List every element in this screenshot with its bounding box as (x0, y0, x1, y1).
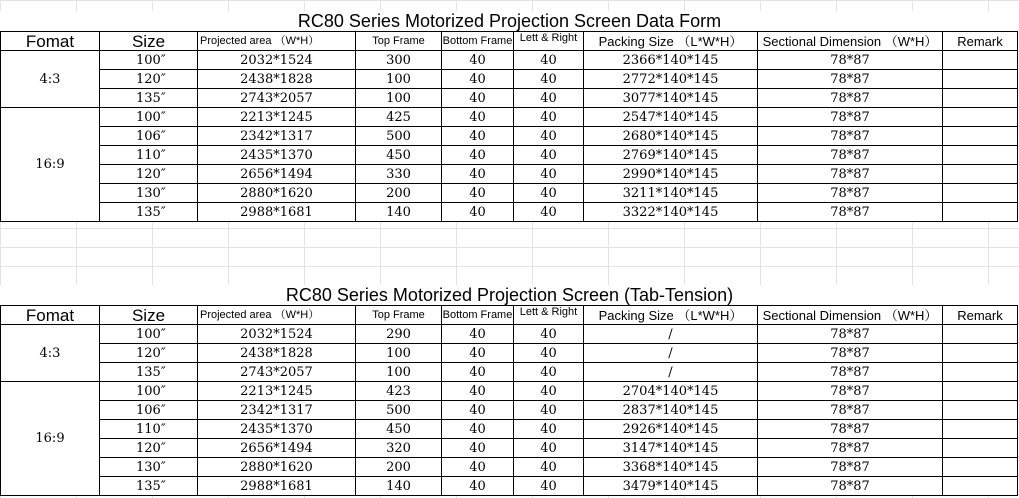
projected-area-cell: 2438*1828 (198, 344, 356, 363)
table-row (1, 184, 1018, 203)
packing-size-cell: 2366*140*145 (584, 51, 758, 70)
table-row (1, 51, 1018, 70)
col-header-left-right: Lett & Right (514, 306, 584, 325)
table-row (1, 165, 1018, 184)
col-header-size: Size (100, 32, 198, 51)
size-cell: 130″ (100, 184, 198, 203)
projected-area-cell: 2988*1681 (198, 203, 356, 222)
packing-size-cell: 2772*140*145 (584, 70, 758, 89)
format-cell: 16:9 (1, 382, 100, 496)
projected-area-cell: 2880*1620 (198, 184, 356, 203)
col-header-bottom-frame: Bottom Frame (442, 32, 514, 51)
table-row (1, 401, 1018, 420)
top-frame-cell: 290 (356, 325, 442, 344)
top-frame-cell: 500 (356, 401, 442, 420)
header-row (1, 306, 1018, 325)
left-right-cell: 40 (514, 363, 584, 382)
table-row (1, 203, 1018, 222)
left-right-cell: 40 (514, 89, 584, 108)
packing-size-cell: 2547*140*145 (584, 108, 758, 127)
top-frame-cell: 100 (356, 89, 442, 108)
left-right-cell: 40 (514, 458, 584, 477)
size-cell: 106″ (100, 401, 198, 420)
left-right-cell: 40 (514, 382, 584, 401)
top-frame-cell: 300 (356, 51, 442, 70)
projected-area-cell: 2880*1620 (198, 458, 356, 477)
left-right-cell: 40 (514, 51, 584, 70)
sectional-dimension-cell: 78*87 (758, 477, 943, 496)
size-cell: 106″ (100, 127, 198, 146)
packing-size-cell: 2990*140*145 (584, 165, 758, 184)
top-frame-cell: 330 (356, 165, 442, 184)
top-frame-cell: 450 (356, 420, 442, 439)
bottom-frame-cell: 40 (442, 146, 514, 165)
size-cell: 100″ (100, 325, 198, 344)
bottom-frame-cell: 40 (442, 344, 514, 363)
size-cell: 100″ (100, 382, 198, 401)
sectional-dimension-cell: 78*87 (758, 363, 943, 382)
left-right-cell: 40 (514, 439, 584, 458)
table-row (1, 127, 1018, 146)
size-cell: 135″ (100, 89, 198, 108)
size-cell: 135″ (100, 203, 198, 222)
sectional-dimension-cell: 78*87 (758, 344, 943, 363)
sectional-dimension-cell: 78*87 (758, 401, 943, 420)
packing-size-cell: 3077*140*145 (584, 89, 758, 108)
size-cell: 110″ (100, 146, 198, 165)
projected-area-cell: 2656*1494 (198, 165, 356, 184)
col-header-top-frame: Top Frame (356, 306, 442, 325)
packing-size-cell: 3147*140*145 (584, 439, 758, 458)
format-cell: 16:9 (1, 108, 100, 222)
remark-cell (943, 146, 1018, 165)
col-header-remark: Remark (943, 306, 1018, 325)
packing-size-cell: 2769*140*145 (584, 146, 758, 165)
table-row (1, 363, 1018, 382)
bottom-frame-cell: 40 (442, 420, 514, 439)
remark-cell (943, 401, 1018, 420)
projected-area-cell: 2213*1245 (198, 108, 356, 127)
packing-size-cell: 3368*140*145 (584, 458, 758, 477)
size-cell: 100″ (100, 51, 198, 70)
packing-size-cell: 3211*140*145 (584, 184, 758, 203)
sectional-dimension-cell: 78*87 (758, 108, 943, 127)
left-right-cell: 40 (514, 420, 584, 439)
remark-cell (943, 363, 1018, 382)
top-frame-cell: 140 (356, 477, 442, 496)
sectional-dimension-cell: 78*87 (758, 70, 943, 89)
top-frame-cell: 423 (356, 382, 442, 401)
format-cell: 4:3 (1, 325, 100, 382)
size-cell: 110″ (100, 420, 198, 439)
remark-cell (943, 70, 1018, 89)
projected-area-cell: 2743*2057 (198, 89, 356, 108)
top-frame-cell: 140 (356, 203, 442, 222)
size-cell: 120″ (100, 165, 198, 184)
left-right-cell: 40 (514, 108, 584, 127)
top-frame-cell: 100 (356, 344, 442, 363)
bottom-frame-cell: 40 (442, 51, 514, 70)
sectional-dimension-cell: 78*87 (758, 325, 943, 344)
bottom-frame-cell: 40 (442, 382, 514, 401)
size-cell: 135″ (100, 363, 198, 382)
remark-cell (943, 420, 1018, 439)
projected-area-cell: 2435*1370 (198, 420, 356, 439)
table-2-body (1, 306, 1018, 496)
table-1-body (1, 32, 1018, 222)
size-cell: 120″ (100, 439, 198, 458)
bottom-frame-cell: 40 (442, 127, 514, 146)
sectional-dimension-cell: 78*87 (758, 382, 943, 401)
packing-size-cell: / (584, 325, 758, 344)
sectional-dimension-cell: 78*87 (758, 184, 943, 203)
packing-size-cell: 2926*140*145 (584, 420, 758, 439)
top-frame-cell: 100 (356, 70, 442, 89)
col-header-format: Fomat (1, 306, 100, 325)
left-right-cell: 40 (514, 165, 584, 184)
col-header-format: Fomat (1, 32, 100, 51)
remark-cell (943, 477, 1018, 496)
bottom-frame-cell: 40 (442, 165, 514, 184)
size-cell: 135″ (100, 477, 198, 496)
table-row (1, 458, 1018, 477)
projected-area-cell: 2438*1828 (198, 70, 356, 89)
bottom-frame-cell: 40 (442, 363, 514, 382)
sectional-dimension-cell: 78*87 (758, 51, 943, 70)
remark-cell (943, 165, 1018, 184)
packing-size-cell: 2837*140*145 (584, 401, 758, 420)
sectional-dimension-cell: 78*87 (758, 165, 943, 184)
bottom-frame-cell: 40 (442, 108, 514, 127)
col-header-projected-area: Projected area （W*H） (198, 306, 356, 325)
packing-size-cell: / (584, 344, 758, 363)
sectional-dimension-cell: 78*87 (758, 203, 943, 222)
left-right-cell: 40 (514, 184, 584, 203)
table-2-title: RC80 Series Motorized Projection Screen (Tab-Tension) (0, 285, 1019, 305)
table-row (1, 382, 1018, 401)
remark-cell (943, 127, 1018, 146)
projected-area-cell: 2032*1524 (198, 51, 356, 70)
bottom-frame-cell: 40 (442, 401, 514, 420)
left-right-cell: 40 (514, 70, 584, 89)
table-row (1, 108, 1018, 127)
packing-size-cell: 2704*140*145 (584, 382, 758, 401)
projected-area-cell: 2032*1524 (198, 325, 356, 344)
remark-cell (943, 382, 1018, 401)
sectional-dimension-cell: 78*87 (758, 127, 943, 146)
format-cell: 4:3 (1, 51, 100, 108)
remark-cell (943, 203, 1018, 222)
table-row (1, 477, 1018, 496)
col-header-packing-size: Packing Size （L*W*H） (584, 32, 758, 51)
packing-size-cell: 2680*140*145 (584, 127, 758, 146)
top-frame-cell: 425 (356, 108, 442, 127)
projected-area-cell: 2988*1681 (198, 477, 356, 496)
left-right-cell: 40 (514, 146, 584, 165)
top-frame-cell: 450 (356, 146, 442, 165)
col-header-sectional-dimension: Sectional Dimension （W*H） (758, 32, 943, 51)
table-row (1, 420, 1018, 439)
size-cell: 130″ (100, 458, 198, 477)
left-right-cell: 40 (514, 401, 584, 420)
header-row (1, 32, 1018, 51)
sectional-dimension-cell: 78*87 (758, 146, 943, 165)
projected-area-cell: 2213*1245 (198, 382, 356, 401)
table-row (1, 89, 1018, 108)
projected-area-cell: 2743*2057 (198, 363, 356, 382)
sectional-dimension-cell: 78*87 (758, 458, 943, 477)
col-header-projected-area: Projected area （W*H） (198, 32, 356, 51)
remark-cell (943, 184, 1018, 203)
remark-cell (943, 344, 1018, 363)
sectional-dimension-cell: 78*87 (758, 420, 943, 439)
data-form-table (0, 31, 1018, 222)
projected-area-cell: 2342*1317 (198, 127, 356, 146)
bottom-frame-cell: 40 (442, 70, 514, 89)
packing-size-cell: 3479*140*145 (584, 477, 758, 496)
size-cell: 120″ (100, 344, 198, 363)
packing-size-cell: / (584, 363, 758, 382)
col-header-top-frame: Top Frame (356, 32, 442, 51)
sectional-dimension-cell: 78*87 (758, 89, 943, 108)
sectional-dimension-cell: 78*87 (758, 439, 943, 458)
col-header-packing-size: Packing Size （L*W*H） (584, 306, 758, 325)
packing-size-cell: 3322*140*145 (584, 203, 758, 222)
remark-cell (943, 439, 1018, 458)
size-cell: 120″ (100, 70, 198, 89)
left-right-cell: 40 (514, 203, 584, 222)
top-frame-cell: 500 (356, 127, 442, 146)
size-cell: 100″ (100, 108, 198, 127)
col-header-remark: Remark (943, 32, 1018, 51)
top-frame-cell: 320 (356, 439, 442, 458)
projected-area-cell: 2435*1370 (198, 146, 356, 165)
left-right-cell: 40 (514, 325, 584, 344)
left-right-cell: 40 (514, 127, 584, 146)
bottom-frame-cell: 40 (442, 477, 514, 496)
remark-cell (943, 51, 1018, 70)
tab-tension-table (0, 305, 1018, 496)
bottom-frame-cell: 40 (442, 325, 514, 344)
bottom-frame-cell: 40 (442, 203, 514, 222)
table-row (1, 70, 1018, 89)
left-right-cell: 40 (514, 477, 584, 496)
bottom-frame-cell: 40 (442, 184, 514, 203)
bottom-frame-cell: 40 (442, 89, 514, 108)
table-row (1, 439, 1018, 458)
bottom-frame-cell: 40 (442, 458, 514, 477)
table-row (1, 325, 1018, 344)
left-right-cell: 40 (514, 344, 584, 363)
col-header-bottom-frame: Bottom Frame (442, 306, 514, 325)
table-row (1, 146, 1018, 165)
remark-cell (943, 458, 1018, 477)
col-header-size: Size (100, 306, 198, 325)
col-header-sectional-dimension: Sectional Dimension （W*H） (758, 306, 943, 325)
top-frame-cell: 200 (356, 458, 442, 477)
table-1-title: RC80 Series Motorized Projection Screen Data Form (0, 11, 1019, 31)
remark-cell (943, 89, 1018, 108)
table-row (1, 344, 1018, 363)
top-frame-cell: 200 (356, 184, 442, 203)
remark-cell (943, 108, 1018, 127)
top-frame-cell: 100 (356, 363, 442, 382)
bottom-frame-cell: 40 (442, 439, 514, 458)
col-header-left-right: Lett & Right (514, 32, 584, 51)
projected-area-cell: 2342*1317 (198, 401, 356, 420)
projected-area-cell: 2656*1494 (198, 439, 356, 458)
remark-cell (943, 325, 1018, 344)
